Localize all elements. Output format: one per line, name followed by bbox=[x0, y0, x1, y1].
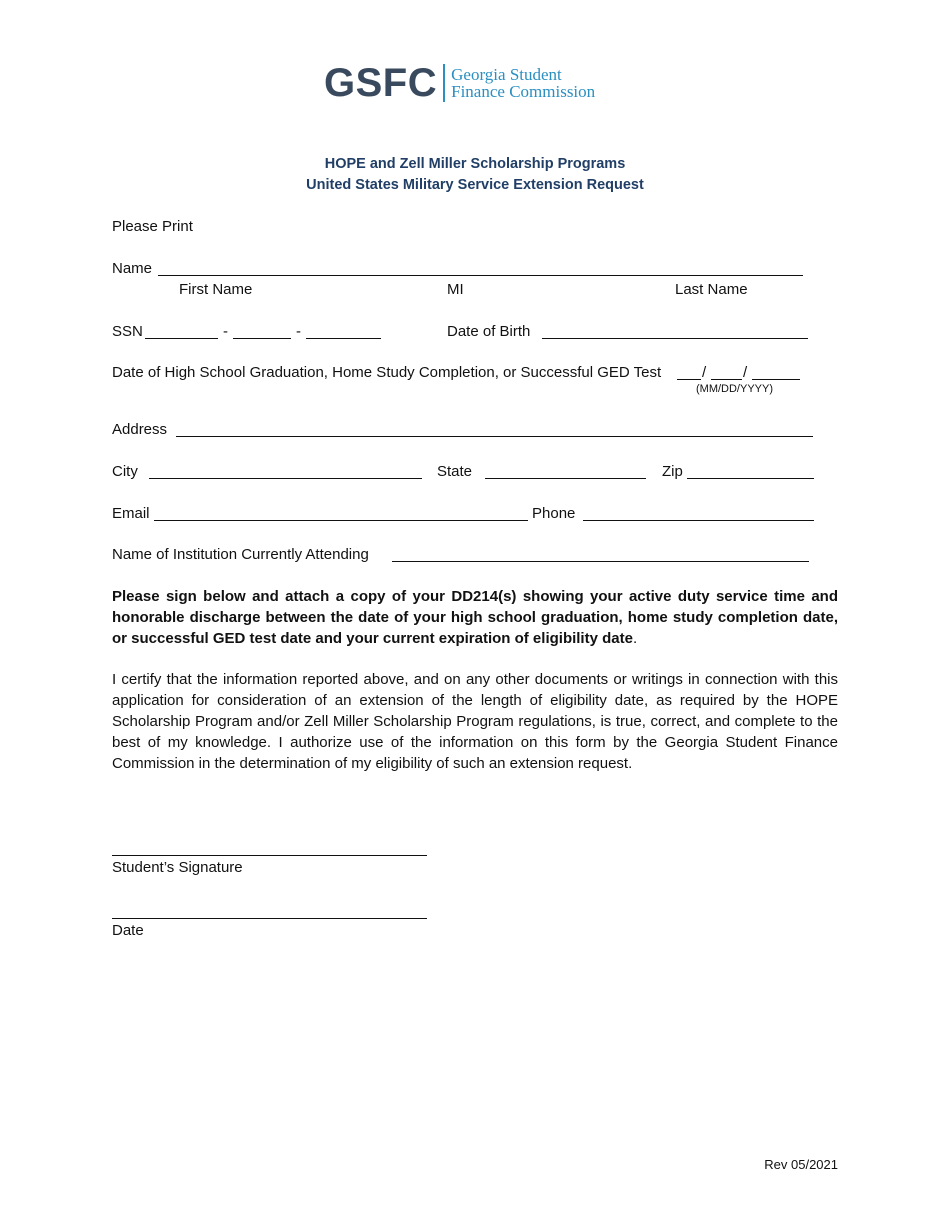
graduation-year-line[interactable] bbox=[752, 379, 800, 380]
institution-input-line[interactable] bbox=[392, 561, 809, 562]
student-signature-label: Student’s Signature bbox=[112, 859, 243, 876]
logo-mark: GSFC bbox=[324, 61, 438, 105]
phone-input-line[interactable] bbox=[583, 520, 814, 521]
graduation-date-label: Date of High School Graduation, Home Study Completion, or Successful GED Test bbox=[112, 364, 662, 381]
ssn-separator-1: - bbox=[223, 323, 228, 340]
attachment-instructions bbox=[112, 586, 838, 649]
address-label: Address bbox=[112, 421, 168, 438]
logo-line-1: Georgia Student bbox=[451, 65, 562, 84]
logo-wordmark bbox=[451, 66, 595, 100]
address-input-line[interactable] bbox=[176, 436, 813, 437]
name-input-line[interactable] bbox=[158, 275, 803, 276]
certification-statement: I certify that the information reported above, and on any other documents or writings in connection with this application for consideration of an extension of the length of eligibility date, as required by the HOPE Scholarship Program and/or Zell Miller Scholarship Program regulations, is true, correct, and complete to the best of my knowledge. I authorize use of the information on this form by the Georgia Student Finance Commission in the determination of my eligibility of such an extension request. bbox=[112, 671, 838, 772]
graduation-month-line[interactable] bbox=[677, 379, 701, 380]
email-label: Email bbox=[112, 505, 150, 522]
form-title-line-2: United States Military Service Extension Request bbox=[306, 177, 644, 193]
city-input-line[interactable] bbox=[149, 478, 422, 479]
zip-label: Zip bbox=[662, 463, 683, 480]
attachment-instructions-text: Please sign below and attach a copy of your DD214(s) showing your active duty service time and honorable discharge between the date of your high school graduation, home study completion date, or successful GED test date and your current expiration of eligibility date bbox=[112, 588, 838, 647]
form-title-line-1: HOPE and Zell Miller Scholarship Programs bbox=[324, 156, 626, 172]
ssn-part-3-line[interactable] bbox=[306, 338, 381, 339]
zip-input-line[interactable] bbox=[687, 478, 814, 479]
graduation-slash-2: / bbox=[743, 364, 748, 381]
dob-input-line[interactable] bbox=[542, 338, 808, 339]
ssn-part-1-line[interactable] bbox=[145, 338, 218, 339]
first-name-caption: First Name bbox=[179, 281, 253, 298]
graduation-slash-1: / bbox=[702, 364, 707, 381]
name-label: Name bbox=[112, 260, 153, 277]
last-name-caption: Last Name bbox=[675, 281, 748, 298]
ssn-label: SSN bbox=[112, 323, 143, 340]
graduation-date-format-hint: (MM/DD/YYYY) bbox=[696, 383, 773, 395]
mi-caption: MI bbox=[447, 281, 464, 298]
logo-line-2: Finance Commission bbox=[451, 82, 596, 101]
ssn-separator-2: - bbox=[296, 323, 301, 340]
ssn-part-2-line[interactable] bbox=[233, 338, 291, 339]
revision-footer: Rev 05/2021 bbox=[764, 1157, 838, 1172]
dob-label: Date of Birth bbox=[447, 323, 531, 340]
gsfc-logo bbox=[324, 62, 595, 104]
graduation-day-line[interactable] bbox=[711, 379, 742, 380]
phone-label: Phone bbox=[532, 505, 576, 522]
institution-label: Name of Institution Currently Attending bbox=[112, 546, 369, 563]
city-label: City bbox=[112, 463, 138, 480]
email-input-line[interactable] bbox=[154, 520, 528, 521]
logo-divider bbox=[443, 64, 445, 102]
signature-date-label: Date bbox=[112, 922, 144, 939]
state-label: State bbox=[437, 463, 473, 480]
state-input-line[interactable] bbox=[485, 478, 646, 479]
please-print-instruction: Please Print bbox=[112, 218, 193, 235]
attachment-instructions-period: . bbox=[632, 630, 638, 647]
student-signature-line[interactable] bbox=[112, 855, 427, 856]
signature-date-line[interactable] bbox=[112, 918, 427, 919]
